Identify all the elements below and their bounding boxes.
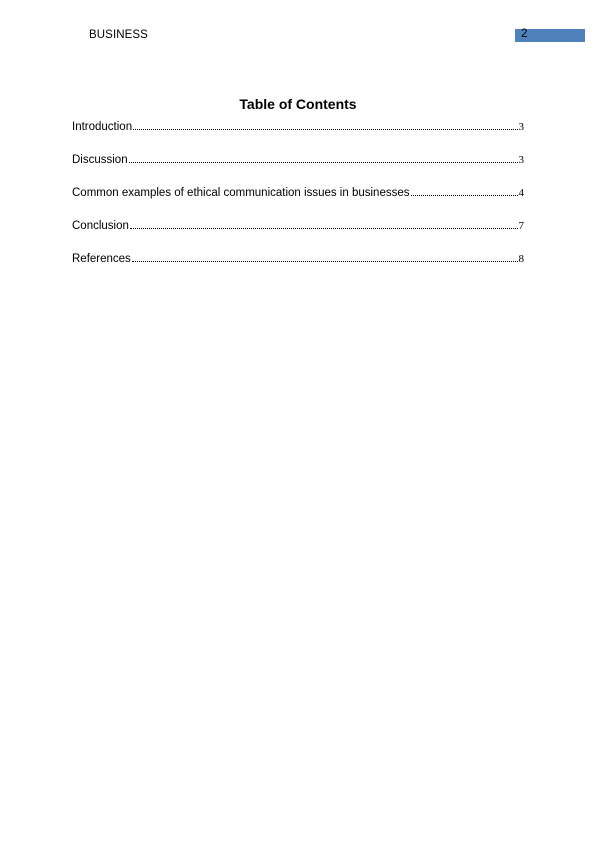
toc-entry-label: Introduction: [72, 121, 133, 133]
page-number: 2: [521, 28, 528, 40]
toc-dot-leader: [133, 129, 517, 130]
toc-dot-leader: [130, 228, 518, 229]
toc-entry-page: 8: [518, 253, 524, 265]
toc-entry-page: 4: [518, 187, 524, 199]
toc-entry-label: Conclusion: [72, 220, 129, 232]
page-number-box: [515, 29, 585, 42]
header-title: BUSINESS: [89, 29, 148, 41]
toc-entry-label: Common examples of ethical communication issues in businesses: [72, 187, 410, 199]
toc-entry-page: 7: [518, 220, 524, 232]
toc-title: Table of Contents: [239, 96, 357, 112]
toc-entry-label: Discussion: [72, 154, 128, 166]
toc-dot-leader: [132, 261, 518, 262]
toc-entry-page: 3: [518, 154, 524, 166]
toc-entry-page: 3: [518, 121, 524, 133]
toc-entry-common-examples[interactable]: [72, 186, 524, 219]
toc-entry-references[interactable]: [72, 252, 524, 285]
toc-entry-discussion[interactable]: [72, 153, 524, 186]
toc-entry-conclusion[interactable]: [72, 219, 524, 252]
toc-list: [72, 120, 524, 285]
toc-entry-label: References: [72, 253, 131, 265]
toc-entry-introduction[interactable]: [72, 120, 524, 153]
toc-dot-leader: [411, 195, 518, 196]
toc-dot-leader: [129, 162, 518, 163]
